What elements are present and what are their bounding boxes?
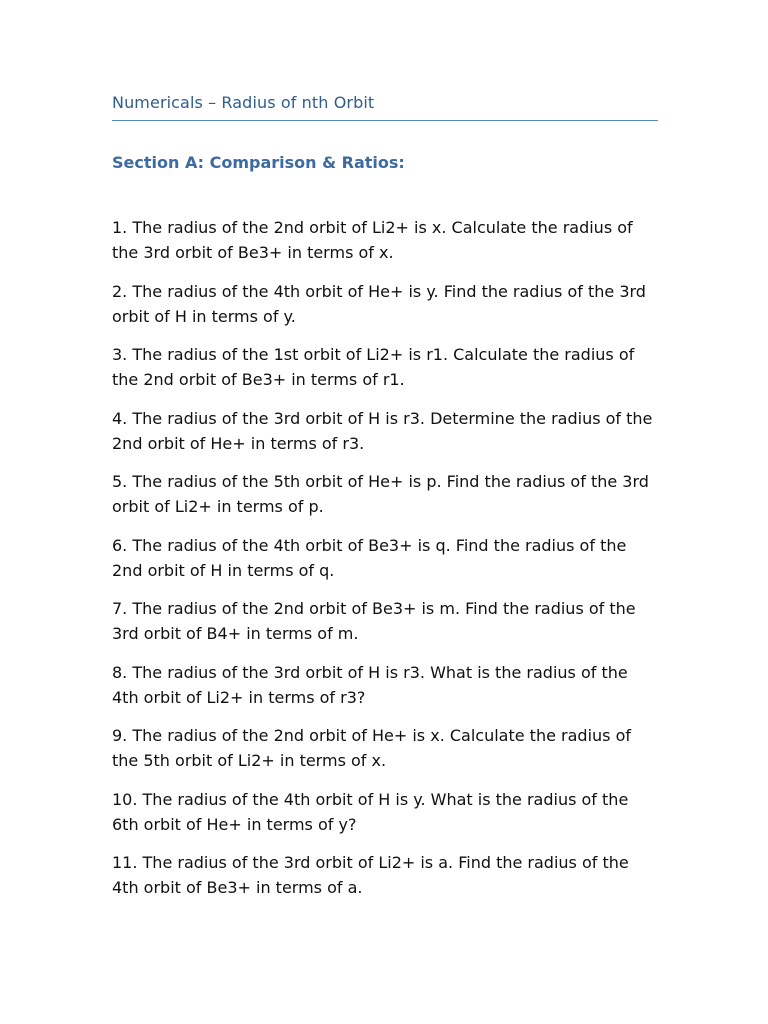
question-item: 4. The radius of the 3rd orbit of H is r3. Determine the radius of the 2nd orbit of He+ in terms of r3. bbox=[112, 408, 653, 453]
question-item: 7. The radius of the 2nd orbit of Be3+ is m. Find the radius of the 3rd orbit of B4+ in terms of m. bbox=[112, 599, 636, 643]
question-item: 6. The radius of the 4th orbit of Be3+ is q. Find the radius of the 2nd orbit of H in terms of q. bbox=[112, 535, 627, 580]
question-item: 2. The radius of the 4th orbit of He+ is y. Find the radius of the 3rd orbit of H in terms of y. bbox=[112, 281, 646, 326]
question-item: 9. The radius of the 2nd orbit of He+ is x. Calculate the radius of the 5th orbit of Li2+ in terms of x. bbox=[112, 726, 631, 770]
question-item: 1. The radius of the 2nd orbit of Li2+ is x. Calculate the radius of the 3rd orbit of Be3+ in terms of x. bbox=[112, 218, 633, 262]
question-list bbox=[112, 215, 658, 914]
question-item: 8. The radius of the 3rd orbit of H is r3. What is the radius of the 4th orbit of Li2+ in terms of r3? bbox=[112, 662, 628, 707]
question-item: 5. The radius of the 5th orbit of He+ is p. Find the radius of the 3rd orbit of Li2+ in terms of p. bbox=[112, 472, 649, 516]
title-underline-rule bbox=[112, 120, 658, 121]
question-item: 11. The radius of the 3rd orbit of Li2+ is a. Find the radius of the 4th orbit of Be3+ in terms of a. bbox=[112, 853, 629, 897]
section-heading: Section A: Comparison & Ratios: bbox=[112, 153, 405, 172]
document-title: Numericals – Radius of nth Orbit bbox=[112, 93, 375, 112]
question-item: 3. The radius of the 1st orbit of Li2+ is r1. Calculate the radius of the 2nd orbit of Be3+ in terms of r1. bbox=[112, 345, 635, 389]
question-item: 10. The radius of the 4th orbit of H is y. What is the radius of the 6th orbit of He+ in terms of y? bbox=[112, 789, 629, 834]
